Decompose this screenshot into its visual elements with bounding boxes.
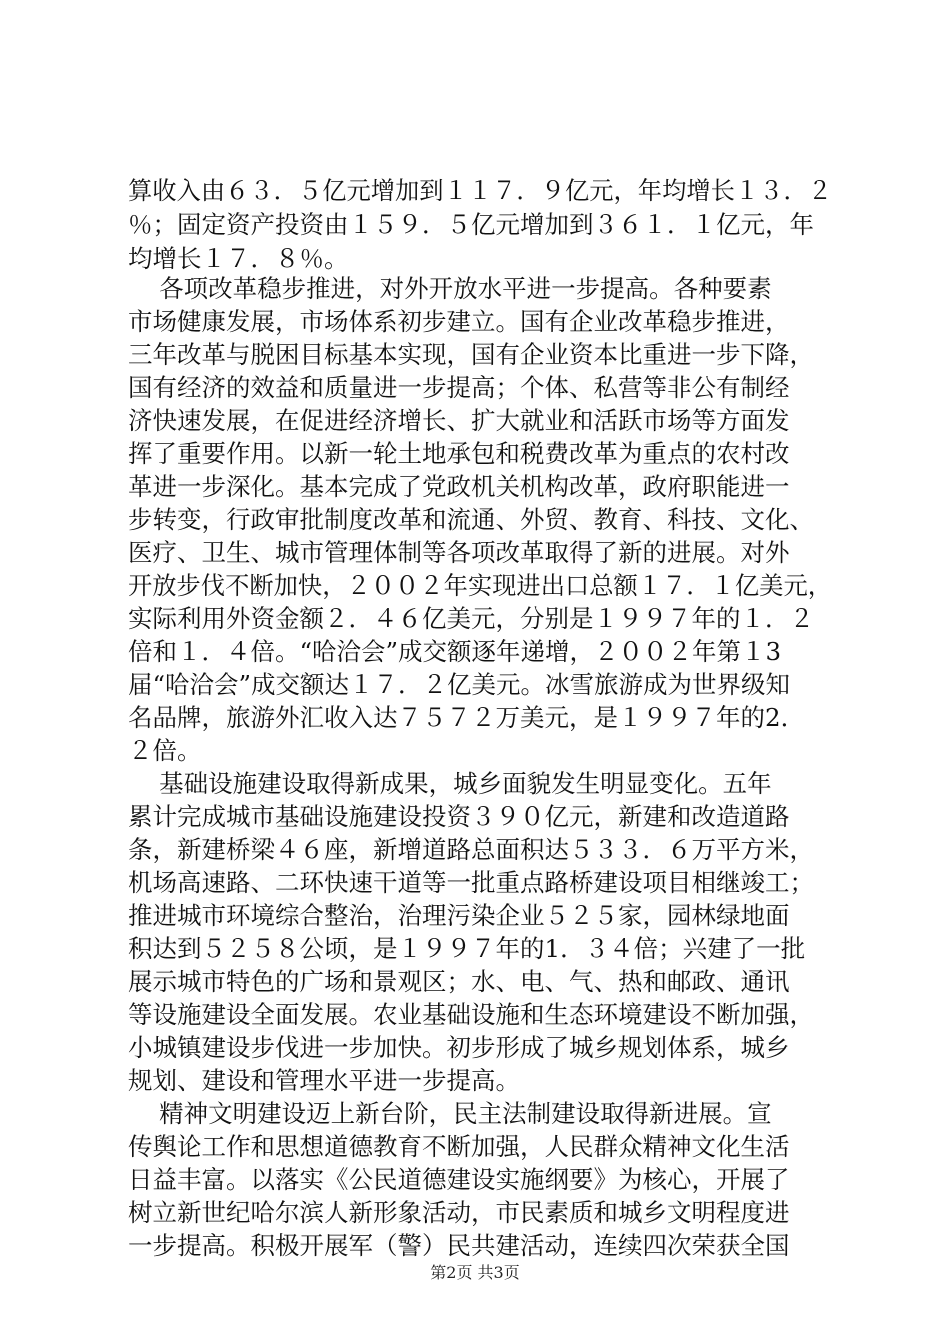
text-line: 一步提高。积极开展军（警）民共建活动，连续四次荣获全国 <box>128 1231 790 1260</box>
text-line: 推进城市环境综合整治，治理污染企业５２５家，园林绿地面 <box>128 901 790 930</box>
text-line: 医疗、卫生、城市管理体制等各项改革取得了新的进展。对外 <box>128 538 790 567</box>
text-line: 展示城市特色的广场和景观区；水、电、气、热和邮政、通讯 <box>128 967 790 996</box>
text-line: 市场健康发展，市场体系初步建立。国有企业改革稳步推进， <box>128 307 790 336</box>
text-line: 小城镇建设步伐进一步加快。初步形成了城乡规划体系，城乡 <box>128 1033 790 1062</box>
text-line: 精神文明建设迈上新台阶，民主法制建设取得新进展。宣 <box>128 1099 772 1128</box>
text-line: 树立新世纪哈尔滨人新形象活动，市民素质和城乡文明程度进 <box>128 1198 790 1227</box>
text-line: 济快速发展，在促进经济增长、扩大就业和活跃市场等方面发 <box>128 406 790 435</box>
text-line: ％；固定资产投资由１５９．５亿元增加到３６１．１亿元，年 <box>128 210 814 239</box>
text-line: 基础设施建设取得新成果，城乡面貌发生明显变化。五年 <box>128 769 772 798</box>
text-line: 步转变，行政审批制度改革和流通、外贸、教育、科技、文化、 <box>128 505 814 534</box>
text-line: 倍和１．４倍。“哈洽会”成交额逐年递增，２００２年第１3 <box>128 637 782 666</box>
text-line: 规划、建设和管理水平进一步提高。 <box>128 1066 520 1095</box>
text-line: 挥了重要作用。以新一轮土地承包和税费改革为重点的农村改 <box>128 439 790 468</box>
page-number-footer: 第2页 共3页 <box>430 1263 520 1282</box>
text-line: 积达到５２５８公顷，是１９９７年的1．３４倍；兴建了一批 <box>128 934 806 963</box>
text-line: 国有经济的效益和质量进一步提高；个体、私营等非公有制经 <box>128 373 790 402</box>
text-line: 机场高速路、二环快速干道等一批重点路桥建设项目相继竣工； <box>128 868 814 897</box>
text-line: 条，新建桥梁４６座，新增道路总面积达５３３．６万平方米， <box>128 835 814 864</box>
text-line: 均增长１７．８％。 <box>128 244 349 273</box>
text-line: 三年改革与脱困目标基本实现，国有企业资本比重进一步下降， <box>128 340 814 369</box>
text-line: 日益丰富。以落实《公民道德建设实施纲要》为核心，开展了 <box>128 1165 790 1194</box>
text-line: 实际利用外资金额２．４６亿美元，分别是１９９７年的１．２ <box>128 604 814 633</box>
text-line: 传舆论工作和思想道德教育不断加强，人民群众精神文化生活 <box>128 1132 790 1161</box>
text-line: 开放步伐不断加快，２００２年实现进出口总额１７．１亿美元， <box>128 571 832 600</box>
text-line: 等设施建设全面发展。农业基础设施和生态环境建设不断加强， <box>128 1000 814 1029</box>
text-line: 各项改革稳步推进，对外开放水平进一步提高。各种要素 <box>128 274 772 303</box>
text-line: 届“哈洽会”成交额达１７．２亿美元。冰雪旅游成为世界级知 <box>128 670 791 699</box>
text-line: 革进一步深化。基本完成了党政机关机构改革，政府职能进一 <box>128 472 790 501</box>
text-line: 名品牌，旅游外汇收入达７５７２万美元，是１９９７年的2． <box>128 703 806 732</box>
text-line: 算收入由６３．５亿元增加到１１７．９亿元，年均增长１３．２ <box>128 176 832 205</box>
text-line: 累计完成城市基础设施建设投资３９０亿元，新建和改造道路 <box>128 802 790 831</box>
text-line: ２倍。 <box>128 736 202 765</box>
